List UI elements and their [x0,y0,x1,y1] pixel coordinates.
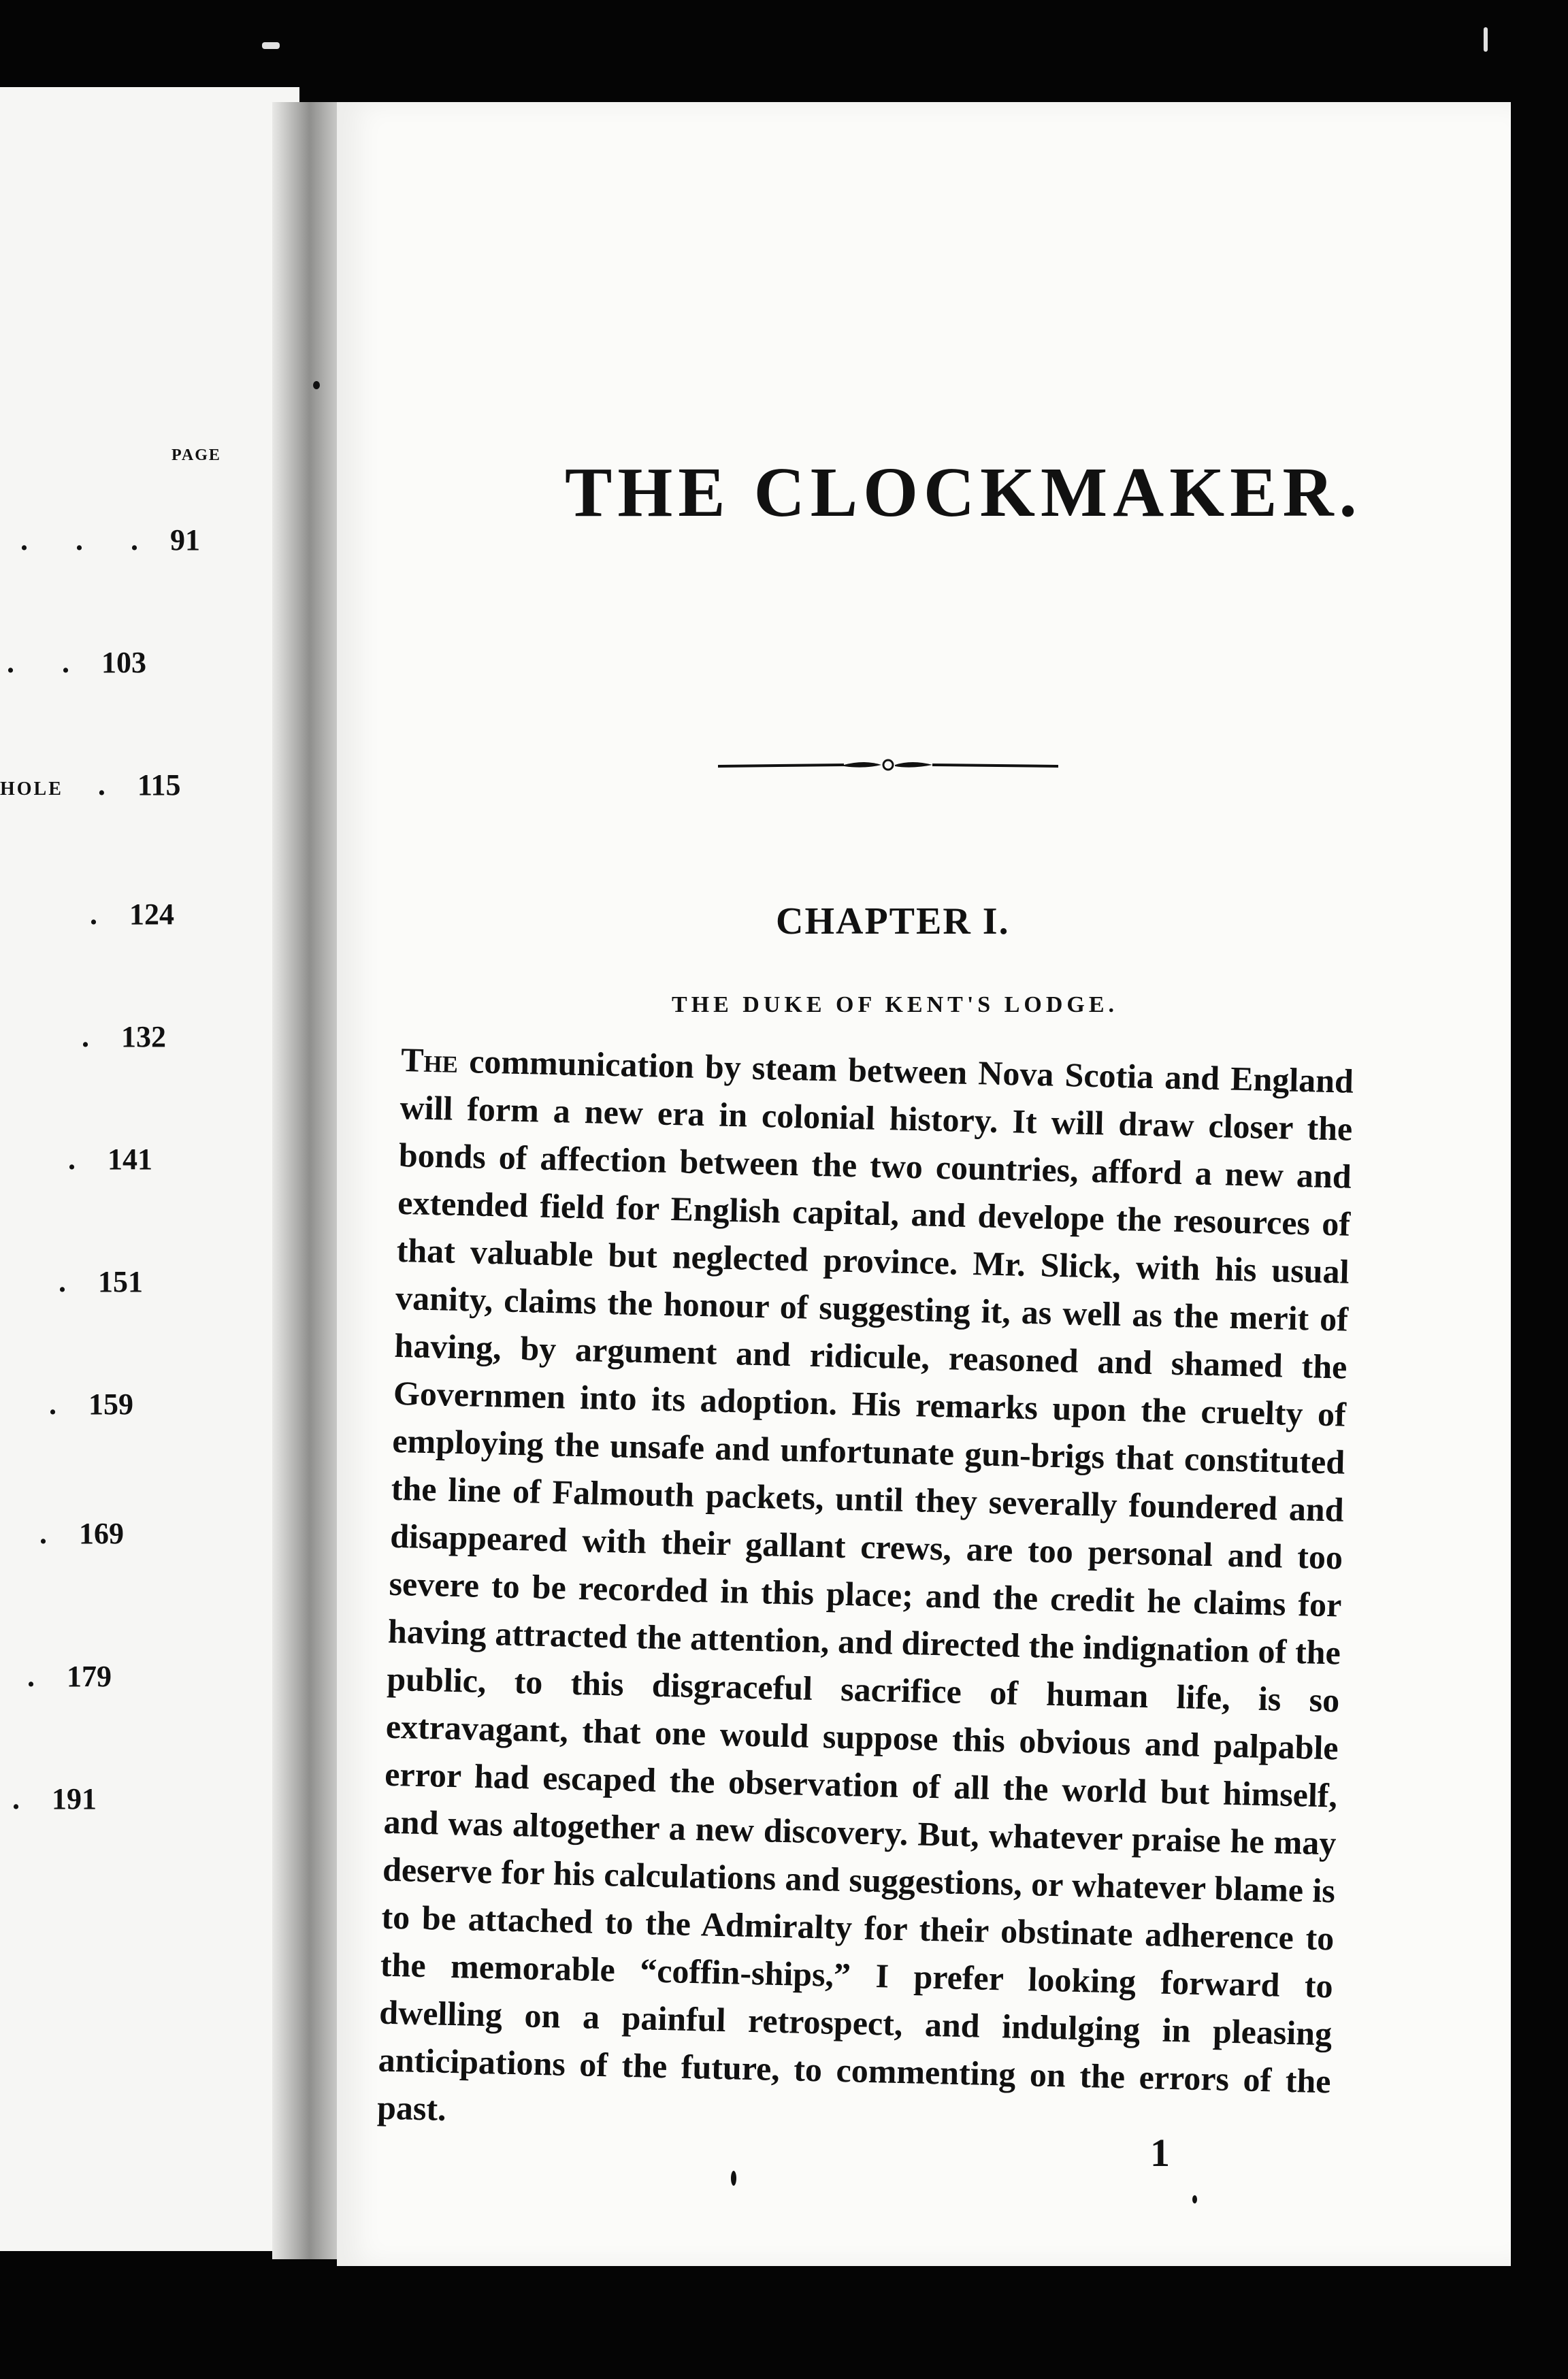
toc-entry [27,1659,112,1694]
toc-page-number: 132 [121,1020,166,1053]
book-gutter [272,102,347,2259]
toc-entry [82,1019,166,1054]
toc-page-number: 169 [79,1517,124,1550]
toc-leader-dots: . . . [20,523,138,557]
toc-page-number: 159 [88,1388,133,1421]
toc-leader-dots: . [49,1388,56,1421]
toc-entry [20,523,200,557]
toc-leader-dots: . [90,898,97,931]
toc-leader-dots: . [59,1265,66,1298]
toc-title-stub: HOLE [0,778,63,800]
toc-leader-dots: . [97,768,105,802]
scan-speck [1484,27,1488,52]
toc-page-number: 151 [98,1265,143,1298]
toc-entry [12,1782,97,1816]
previous-page [0,87,299,2251]
toc-page-number: 191 [52,1782,97,1816]
scan-speck [313,381,320,389]
toc-entry [68,1142,152,1177]
toc-entry [39,1516,124,1551]
chapter-title: THE DUKE OF KENT'S LODGE. [672,992,1118,1017]
toc-page-number: 115 [137,768,181,802]
toc-leader-dots: . [12,1782,20,1816]
toc-leader-dots: . [27,1660,35,1693]
chapter-body [376,1036,1354,2152]
toc-page-header: PAGE [172,446,221,464]
toc-page-number: 124 [129,898,174,931]
scan-speck [731,2171,736,2186]
current-page [337,102,1511,2266]
ornament-divider [718,755,1058,776]
book-title: THE CLOCKMAKER. [565,453,1362,531]
body-lead-word: The [400,1040,459,1080]
toc-page-number: 141 [108,1143,152,1176]
toc-entry [90,897,174,932]
toc-leader-dots: . [68,1143,76,1176]
toc-leader-dots: . . [7,646,69,679]
toc-entry [49,1387,133,1422]
toc-entry [7,645,146,680]
toc-entry [0,768,181,802]
scan-speck [262,42,280,49]
toc-page-number: 91 [170,523,200,557]
toc-leader-dots: . [82,1020,89,1053]
toc-entry [59,1264,143,1299]
body-paragraph: communication by steam between Nova Scotia and England will form a new era in colonial history. It will draw closer the bonds of affection between the two countries, afford a new and extended field for English capital, and develope the resources of that valuable but neglected province. Mr. Slick, with his usual vanity, claims the honour of suggesting it, as well as the merit of having, by argument and ridicule, reasoned and shamed the Governmen into its adoption. His remarks upon the cruelty of employing the unsafe and unfortunate gun-brigs that constituted the line of Falmouth packets, until they severally foundered and disappeared with their gallant crews, are too personal and too severe to be recorded in this place; and the credit he claims for having attracted the attention, and directed the indignation of the public, to this disgraceful sacrifice of human life, is so extravagant, that one would suppose this obvious and palpable error had escaped the observation of all the world but himself, and was altogether a new discovery. But, whatever praise he may deserve for his calculations and suggestions, or whatever blame is to be attached to the Admiralty for their obstinate adherence to the memorable “coffin-ships,” I prefer looking forward to dwelling on a painful retrospect, and indulging in pleasing anticipations of the future, to commenting on the errors of the past. [376,1042,1354,2128]
toc-page-number: 179 [67,1660,112,1693]
toc-page-number: 103 [101,646,146,679]
page-number: 1 [1150,2131,1170,2175]
scan-speck [1192,2195,1197,2203]
chapter-number: CHAPTER I. [776,900,1010,942]
toc-leader-dots: . [39,1517,47,1550]
